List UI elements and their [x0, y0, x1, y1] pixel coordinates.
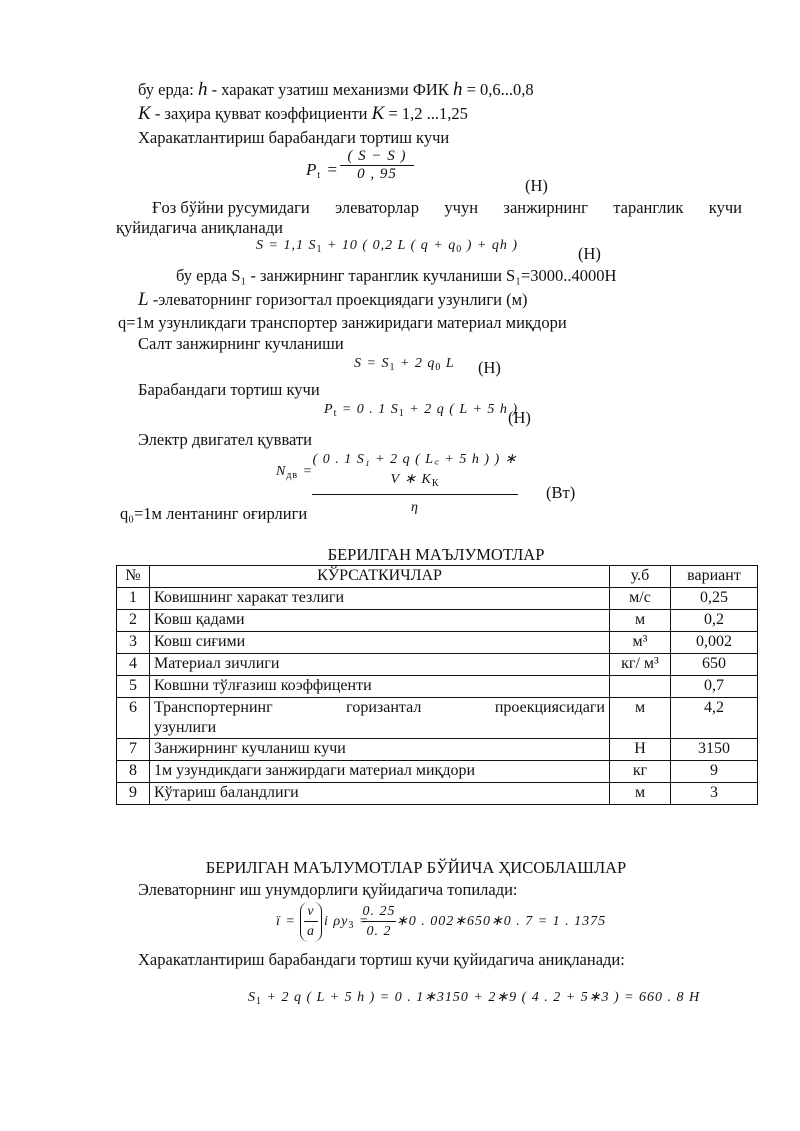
cell-text: узунлиги: [154, 719, 217, 736]
formula-part: P: [324, 402, 334, 417]
intro-line-6: бу ерда S₁ - занжирнинг таранглик кучланиши S₁=3000..4000Н: [176, 266, 617, 285]
subscript: 1: [316, 244, 323, 255]
cell-number: 1: [117, 588, 150, 610]
intro-line-3: Харакатлантириш барабандаги тортиш кучи: [138, 128, 450, 147]
cell-number: 8: [117, 761, 150, 783]
header-indicators: КЎРСАТКИЧЛАР: [150, 566, 610, 588]
cell-indicator: Материал зичлиги: [150, 654, 610, 676]
formula-5-fraction: [312, 450, 518, 521]
cell-number: 7: [117, 739, 150, 761]
formula-5-left: $N_{дв}$ =: [276, 464, 314, 481]
subscript: 3: [348, 920, 355, 931]
cell-unit: м/с: [610, 588, 671, 610]
symbol-k: K: [371, 103, 385, 124]
formula-2: [256, 236, 518, 260]
header-unit: у.б: [610, 566, 671, 588]
table-row: [117, 761, 758, 783]
intro-line-8: q=1м узунликдаги транспортер занжиридаги материал миқдори: [118, 313, 567, 332]
formula-part: S = S: [354, 356, 390, 371]
cell-indicator: [150, 698, 610, 739]
cell-unit: кг/ м³: [610, 654, 671, 676]
subscript: 1: [398, 408, 405, 419]
table-row: [117, 588, 758, 610]
text: - харакат узатиш механизми ФИК: [207, 80, 453, 99]
symbol-k: K: [138, 103, 151, 124]
formula-3: [354, 354, 455, 378]
cell-indicator: Занжирнинг кучланиш кучи: [150, 739, 610, 761]
formula-part: + 2 q ( L + 5 h ): [404, 402, 519, 417]
subscript: t: [317, 170, 322, 181]
unit-label: (Н): [478, 358, 501, 377]
unit-label: (Н): [578, 244, 601, 263]
intro-line-7: [138, 290, 528, 310]
table-row: [117, 676, 758, 698]
cell-number: 5: [117, 676, 150, 698]
denominator: η: [312, 494, 518, 521]
numerator: ( S − S ): [347, 148, 407, 164]
symbol: P: [306, 160, 318, 179]
subscript: дв: [286, 470, 299, 481]
header-number: №: [117, 566, 150, 588]
subscript: 1: [256, 996, 262, 1007]
formula-part: + 2 q ( L + 5 h ) = 0 . 1∗3150 + 2∗9 ( 4 . 2 + 5∗3 ) = 660 . 8 H: [262, 990, 701, 1005]
formula-1-left: $P_t$ =: [306, 160, 339, 181]
table-title: БЕРИЛГАН МАЪЛУМОТЛАР: [327, 545, 545, 564]
text: -элеваторнинг горизогтал проекциядаги узунлиги (м): [148, 290, 528, 309]
cell-unit: м³: [610, 632, 671, 654]
text: = 1,2 ...1,25: [384, 104, 468, 123]
calc-title: БЕРИЛГАН МАЪЛУМОТЛАР БЎЙИЧА ҲИСОБЛАШЛАР: [205, 858, 627, 877]
cell-text: проекциясидаги: [494, 699, 605, 716]
cell-unit: Н: [610, 739, 671, 761]
table-row: [117, 610, 758, 632]
table-row: [117, 698, 758, 739]
cell-indicator: Ковш сиғими: [150, 632, 610, 654]
table-row: [117, 783, 758, 805]
cell-indicator: Ковшни тўлғазиш коэффиценти: [150, 676, 610, 698]
denominator: 0. 2: [362, 921, 396, 941]
intro-line-4: Ғоз бўйни русумидаги элеваторлар учун занжирнинг таранглик кучи: [152, 198, 742, 217]
cell-indicator: Ковишнинг харакат тезлиги: [150, 588, 610, 610]
subscript: К: [431, 478, 440, 489]
cell-value: 4,2: [671, 698, 758, 739]
header-variant: вариант: [671, 566, 758, 588]
table-row: [117, 739, 758, 761]
cell-number: 2: [117, 610, 150, 632]
unit-label: (Н): [525, 176, 548, 195]
data-table: [116, 565, 758, 805]
cell-unit: м: [610, 610, 671, 632]
formula-part: + 2 q: [395, 356, 436, 371]
cell-value: 3: [671, 783, 758, 805]
formula-1-fraction: [340, 148, 414, 183]
formula-part: ) + qh ): [462, 238, 518, 253]
numerator-text: ( 0 . 1 S₁ + 2 q ( L꜀ + 5 h ) ) ∗ V ∗ K: [312, 452, 518, 487]
cell-value: 650: [671, 654, 758, 676]
table-header-row: [117, 566, 758, 588]
subscript: 1: [389, 362, 396, 373]
cell-unit: м: [610, 783, 671, 805]
intro-line-10: Барабандаги тортиш кучи: [138, 380, 320, 399]
subscript: 0: [456, 244, 463, 255]
unit-label: (Н): [508, 408, 531, 427]
intro-line-2: [138, 104, 468, 124]
symbol-h: h: [197, 79, 208, 100]
numerator: [312, 450, 518, 494]
formula-part: S = 1,1 S: [256, 238, 317, 253]
cell-indicator: Кўтариш баландлиги: [150, 783, 610, 805]
formula-part: = 0 . 1 S: [337, 402, 399, 417]
text: - заҳира қувват коэффициенти: [150, 104, 372, 123]
formula-part: L: [441, 356, 455, 371]
denominator: 0 , 95: [340, 165, 414, 183]
cell-number: 6: [117, 698, 150, 739]
subscript: 0: [435, 362, 442, 373]
intro-line-5: қуйидагича аниқланади: [116, 218, 283, 237]
intro-line-9: Салт занжирнинг кучланиши: [138, 334, 344, 353]
cell-indicator: 1м узундикдаги занжирдаги материал миқдори: [150, 761, 610, 783]
table-row: [117, 654, 758, 676]
denominator: a: [304, 921, 318, 941]
formula-6-fraction: [362, 902, 396, 941]
formula-part: =: [354, 914, 370, 929]
calc-line-2: Харакатлантириш барабандаги тортиш кучи қуйидагича аниқланади:: [138, 950, 625, 969]
formula-4: [324, 400, 518, 424]
cell-value: 0,25: [671, 588, 758, 610]
cell-number: 4: [117, 654, 150, 676]
intro-line-1: [138, 80, 534, 100]
cell-number: 9: [117, 783, 150, 805]
numerator: 0. 25: [362, 904, 396, 919]
formula-part: S: [248, 990, 256, 1005]
symbol-h: h: [452, 79, 463, 100]
table-row: [117, 632, 758, 654]
subscript: t: [333, 408, 338, 419]
symbol: N: [276, 464, 287, 479]
cell-value: 0,002: [671, 632, 758, 654]
numerator: v: [307, 904, 315, 919]
cell-value: 0,2: [671, 610, 758, 632]
formula-part: i ρy: [324, 914, 349, 929]
cell-number: 3: [117, 632, 150, 654]
formula-7: [248, 988, 700, 1012]
symbol-l: L: [138, 289, 149, 310]
text: = 0,6...0,8: [462, 80, 534, 99]
cell-text: горизантал: [346, 699, 422, 716]
cell-text: Транспортернинг: [154, 699, 273, 716]
calc-line-1: Элеваторнинг иш унумдорлиги қуйидагича топилади:: [138, 880, 518, 899]
paren-group: [300, 902, 322, 942]
unit-label: (Вт): [546, 483, 576, 502]
intro-line-12: q₀=1м лентанинг оғирлиги: [120, 504, 308, 523]
cell-value: 0,7: [671, 676, 758, 698]
cell-unit: м: [610, 698, 671, 739]
formula-6-rhs: ∗0 . 002∗650∗0 . 7 = 1 . 1375: [396, 914, 607, 929]
cell-unit: кг: [610, 761, 671, 783]
intro-line-11: Электр двигател қуввати: [138, 430, 312, 449]
formula-6-lhs: ï =: [276, 914, 296, 929]
cell-indicator: Ковш қадами: [150, 610, 610, 632]
cell-value: 9: [671, 761, 758, 783]
text: бу ерда:: [138, 80, 198, 99]
cell-unit: [610, 676, 671, 698]
formula-part: + 10 ( 0,2 L ( q + q: [322, 238, 457, 253]
cell-value: 3150: [671, 739, 758, 761]
